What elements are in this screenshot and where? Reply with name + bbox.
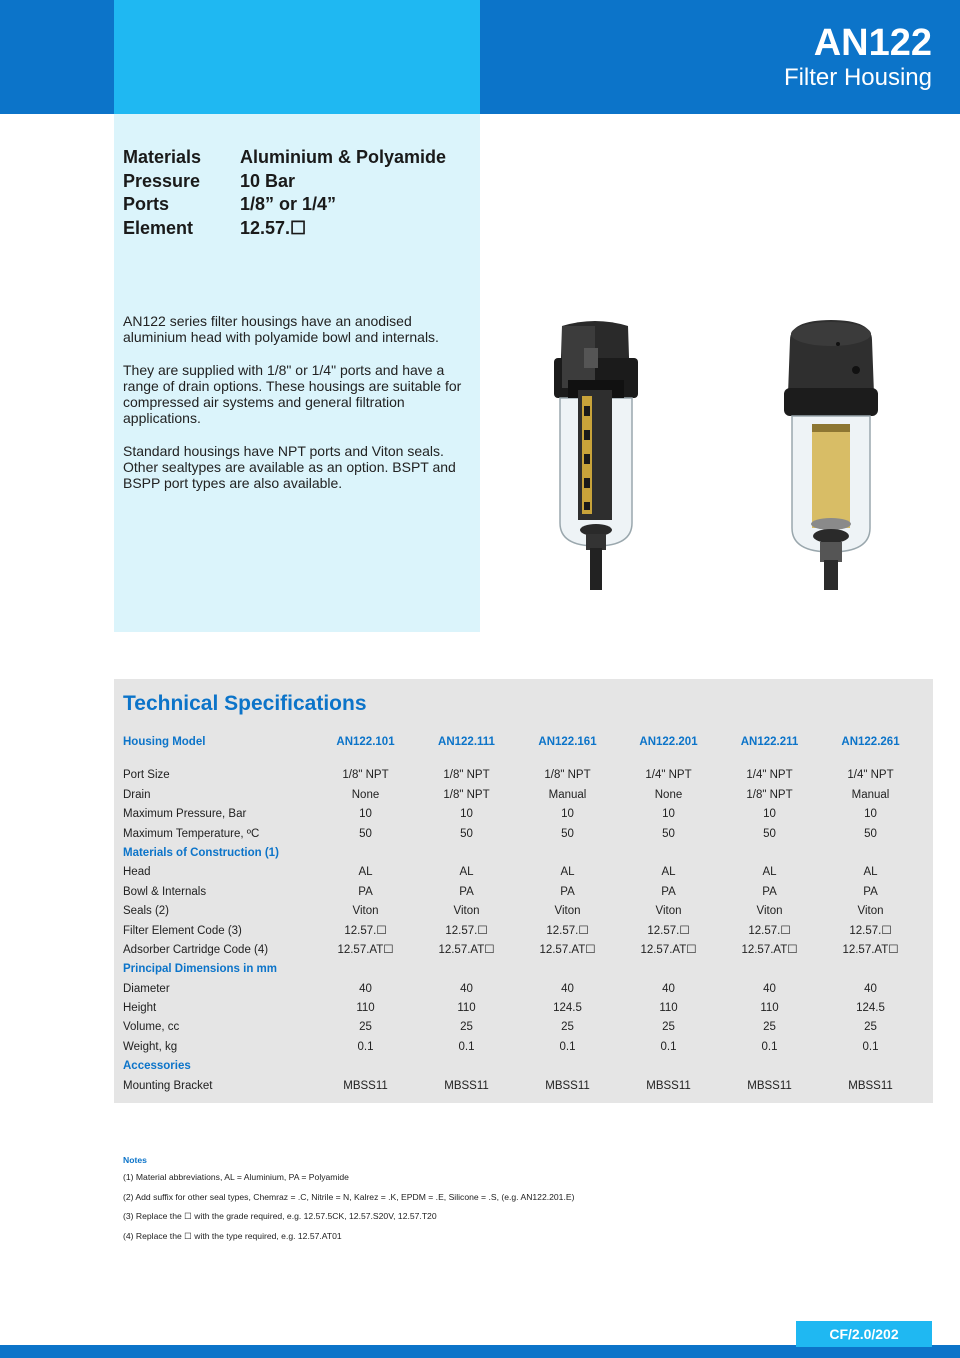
model-header: AN122.261 bbox=[841, 736, 900, 748]
table-cell: 50 bbox=[662, 827, 675, 840]
table-row bbox=[123, 825, 923, 844]
table-row bbox=[123, 922, 923, 941]
table-cell: PA bbox=[863, 885, 878, 898]
tech-spec-title: Technical Specifications bbox=[123, 692, 367, 715]
table-cell: 110 bbox=[356, 1002, 375, 1015]
note-line: (2) Add suffix for other seal types, Chemraz = .C, Nitrile = N, Kalrez = .K, EPDM = .E, Silicone = .S, (e.g. AN122.201.E) bbox=[123, 1191, 575, 1202]
table-cell: 1/8" NPT bbox=[544, 769, 591, 782]
table-cell: PA bbox=[560, 885, 575, 898]
table-cell: 25 bbox=[864, 1021, 877, 1034]
table-row bbox=[123, 883, 923, 902]
key-specs bbox=[123, 146, 446, 240]
row-label: Adsorber Cartridge Code (4) bbox=[123, 943, 269, 956]
model-header: AN122.161 bbox=[538, 736, 597, 748]
table-cell: 40 bbox=[662, 982, 675, 995]
spec-value: 10 Bar bbox=[240, 170, 296, 191]
table-cell: MBSS11 bbox=[444, 1079, 489, 1092]
row-label: Filter Element Code (3) bbox=[123, 924, 242, 937]
table-cell: 12.57.☐ bbox=[546, 924, 589, 937]
spec-table bbox=[123, 733, 923, 1096]
notes-title: Notes bbox=[123, 1155, 147, 1165]
table-cell: AL bbox=[358, 866, 373, 879]
product-code: AN122 bbox=[813, 22, 932, 64]
table-row bbox=[123, 999, 923, 1018]
table-cell: 110 bbox=[457, 1002, 476, 1015]
table-cell: 10 bbox=[662, 808, 675, 821]
table-cell: 110 bbox=[760, 1002, 779, 1015]
model-header: AN122.201 bbox=[639, 736, 698, 748]
table-row bbox=[123, 1038, 923, 1057]
table-cell: 10 bbox=[359, 808, 372, 821]
table-cell: 25 bbox=[561, 1021, 574, 1034]
table-cell: MBSS11 bbox=[848, 1079, 893, 1092]
product-subtitle: Filter Housing bbox=[783, 64, 932, 91]
header-label: Housing Model bbox=[123, 736, 206, 748]
header-accent-block bbox=[114, 0, 480, 114]
table-row bbox=[123, 805, 923, 824]
spec-value: Aluminium & Polyamide bbox=[240, 147, 447, 167]
table-cell: PA bbox=[762, 885, 777, 898]
table-cell: 50 bbox=[359, 827, 372, 840]
spec-value: 12.57.☐ bbox=[240, 217, 307, 238]
table-cell: 40 bbox=[561, 982, 574, 995]
spec-row-pressure bbox=[123, 170, 446, 194]
table-cell: 0.1 bbox=[357, 1040, 374, 1053]
row-label: Weight, kg bbox=[123, 1040, 178, 1053]
table-cell: 25 bbox=[662, 1021, 675, 1034]
table-cell: MBSS11 bbox=[343, 1079, 388, 1092]
note-line: (1) Material abbreviations, AL = Aluminium, PA = Polyamide bbox=[123, 1172, 349, 1182]
table-cell: 40 bbox=[864, 982, 877, 995]
table-cell: 12.57.☐ bbox=[445, 924, 488, 937]
table-cell: 110 bbox=[659, 1002, 678, 1015]
table-cell: None bbox=[654, 788, 683, 801]
table-section-row bbox=[123, 844, 923, 863]
note-line: (4) Replace the ☐ with the type required, e.g. 12.57.AT01 bbox=[123, 1230, 342, 1241]
table-cell: 40 bbox=[460, 982, 473, 995]
table-section-row bbox=[123, 1057, 923, 1076]
table-cell: 12.57.AT☐ bbox=[337, 943, 394, 956]
filter-cutaway-image bbox=[540, 318, 650, 596]
table-cell: 10 bbox=[864, 808, 877, 821]
spec-row-element bbox=[123, 217, 446, 241]
table-row bbox=[123, 1077, 923, 1096]
table-cell: Manual bbox=[548, 788, 587, 801]
table-cell: 50 bbox=[864, 827, 877, 840]
spec-row-ports bbox=[123, 193, 446, 217]
table-cell: 0.1 bbox=[761, 1040, 778, 1053]
row-label: Bowl & Internals bbox=[123, 885, 207, 898]
table-row bbox=[123, 941, 923, 960]
spec-label: Materials bbox=[123, 147, 202, 167]
section-label: Accessories bbox=[123, 1060, 191, 1073]
table-cell: MBSS11 bbox=[545, 1079, 590, 1092]
table-cell: 12.57.AT☐ bbox=[539, 943, 596, 956]
spec-value: 1/8” or 1/4” bbox=[240, 194, 337, 214]
spec-row-materials bbox=[123, 146, 446, 170]
table-row bbox=[123, 902, 923, 921]
table-cell: 0.1 bbox=[660, 1040, 677, 1053]
table-cell: 12.57.AT☐ bbox=[640, 943, 697, 956]
table-cell: MBSS11 bbox=[646, 1079, 691, 1092]
table-cell: 10 bbox=[763, 808, 776, 821]
table-cell: 10 bbox=[561, 808, 574, 821]
table-cell: 0.1 bbox=[458, 1040, 475, 1053]
table-row bbox=[123, 863, 923, 882]
page-title bbox=[784, 22, 932, 92]
table-cell: 1/8" NPT bbox=[342, 769, 389, 782]
table-cell: 1/4" NPT bbox=[847, 769, 894, 782]
table-cell: 12.57.AT☐ bbox=[741, 943, 798, 956]
table-cell: Viton bbox=[554, 905, 581, 918]
table-row bbox=[123, 980, 923, 999]
table-cell: AL bbox=[762, 866, 777, 879]
table-cell: 1/4" NPT bbox=[645, 769, 692, 782]
table-cell: 124.5 bbox=[856, 1002, 885, 1015]
table-cell: Viton bbox=[352, 905, 379, 918]
section-label: Principal Dimensions in mm bbox=[123, 963, 278, 976]
spec-label: Element bbox=[123, 217, 194, 238]
table-cell: AL bbox=[459, 866, 474, 879]
table-cell: AL bbox=[560, 866, 575, 879]
table-cell: 12.57.☐ bbox=[647, 924, 690, 937]
row-label: Maximum Temperature, ºC bbox=[123, 827, 260, 840]
spec-label: Pressure bbox=[123, 170, 201, 191]
table-row bbox=[123, 766, 923, 785]
row-label: Seals (2) bbox=[123, 905, 170, 918]
row-label: Drain bbox=[123, 788, 151, 801]
table-cell: 25 bbox=[763, 1021, 776, 1034]
table-cell: Viton bbox=[857, 905, 884, 918]
table-cell: Viton bbox=[756, 905, 783, 918]
table-cell: Viton bbox=[655, 905, 682, 918]
row-label: Height bbox=[123, 1002, 157, 1015]
row-label: Port Size bbox=[123, 769, 170, 782]
table-cell: 25 bbox=[460, 1021, 473, 1034]
table-cell: PA bbox=[661, 885, 676, 898]
table-cell: 10 bbox=[460, 808, 473, 821]
table-cell: 124.5 bbox=[553, 1002, 582, 1015]
table-cell: None bbox=[351, 788, 380, 801]
spec-label: Ports bbox=[123, 194, 170, 214]
table-cell: 0.1 bbox=[862, 1040, 879, 1053]
table-cell: 25 bbox=[359, 1021, 372, 1034]
model-header: AN122.111 bbox=[438, 736, 495, 748]
table-cell: AL bbox=[863, 866, 878, 879]
table-cell: 1/8" NPT bbox=[746, 788, 793, 801]
table-row bbox=[123, 1018, 923, 1037]
table-cell: Manual bbox=[851, 788, 890, 801]
table-cell: 50 bbox=[763, 827, 776, 840]
filter-exterior-image bbox=[776, 318, 886, 596]
table-cell: 1/8" NPT bbox=[443, 788, 490, 801]
table-cell: MBSS11 bbox=[747, 1079, 792, 1092]
model-header: AN122.101 bbox=[336, 736, 395, 748]
row-label: Volume, cc bbox=[123, 1021, 180, 1034]
description-paragraph: AN122 series filter housings have an anodised aluminium head with polyamide bowl and internals. bbox=[123, 313, 439, 346]
table-cell: AL bbox=[661, 866, 676, 879]
table-section-row bbox=[123, 960, 923, 979]
note-line: (3) Replace the ☐ with the grade required, e.g. 12.57.5CK, 12.57.S20V, 12.57.T20 bbox=[123, 1211, 437, 1221]
table-cell: 1/4" NPT bbox=[746, 769, 793, 782]
table-row bbox=[123, 786, 923, 805]
table-header-row bbox=[123, 733, 923, 752]
model-header: AN122.211 bbox=[740, 736, 799, 748]
table-cell: PA bbox=[358, 885, 373, 898]
table-cell: 1/8" NPT bbox=[443, 769, 490, 782]
table-cell: 40 bbox=[359, 982, 372, 995]
table-cell: 50 bbox=[460, 827, 473, 840]
row-label: Maximum Pressure, Bar bbox=[123, 808, 247, 821]
table-cell: Viton bbox=[453, 905, 480, 918]
row-label: Head bbox=[123, 866, 151, 879]
table-cell: 12.57.AT☐ bbox=[438, 943, 495, 956]
description-paragraph: They are supplied with 1/8" or 1/4" ports and have a range of drain options. These housings are suitable for compressed air systems and general filtration applications. bbox=[123, 361, 462, 427]
row-label: Diameter bbox=[123, 982, 170, 995]
notes bbox=[123, 1155, 574, 1249]
table-cell: 12.57.☐ bbox=[748, 924, 791, 937]
table-cell: 0.1 bbox=[559, 1040, 576, 1053]
table-cell: 40 bbox=[763, 982, 776, 995]
description-paragraph: Standard housings have NPT ports and Viton seals. Other sealtypes are available as an option. BSPT and BSPP port types are also available. bbox=[123, 442, 456, 492]
product-description bbox=[123, 313, 473, 508]
table-cell: 50 bbox=[561, 827, 574, 840]
document-reference: CF/2.0/202 bbox=[796, 1321, 932, 1347]
table-cell: 12.57.☐ bbox=[344, 924, 387, 937]
table-cell: PA bbox=[459, 885, 474, 898]
section-label: Materials of Construction (1) bbox=[123, 846, 279, 859]
row-label: Mounting Bracket bbox=[123, 1079, 213, 1092]
table-cell: 12.57.☐ bbox=[849, 924, 892, 937]
table-cell: 12.57.AT☐ bbox=[842, 943, 899, 956]
